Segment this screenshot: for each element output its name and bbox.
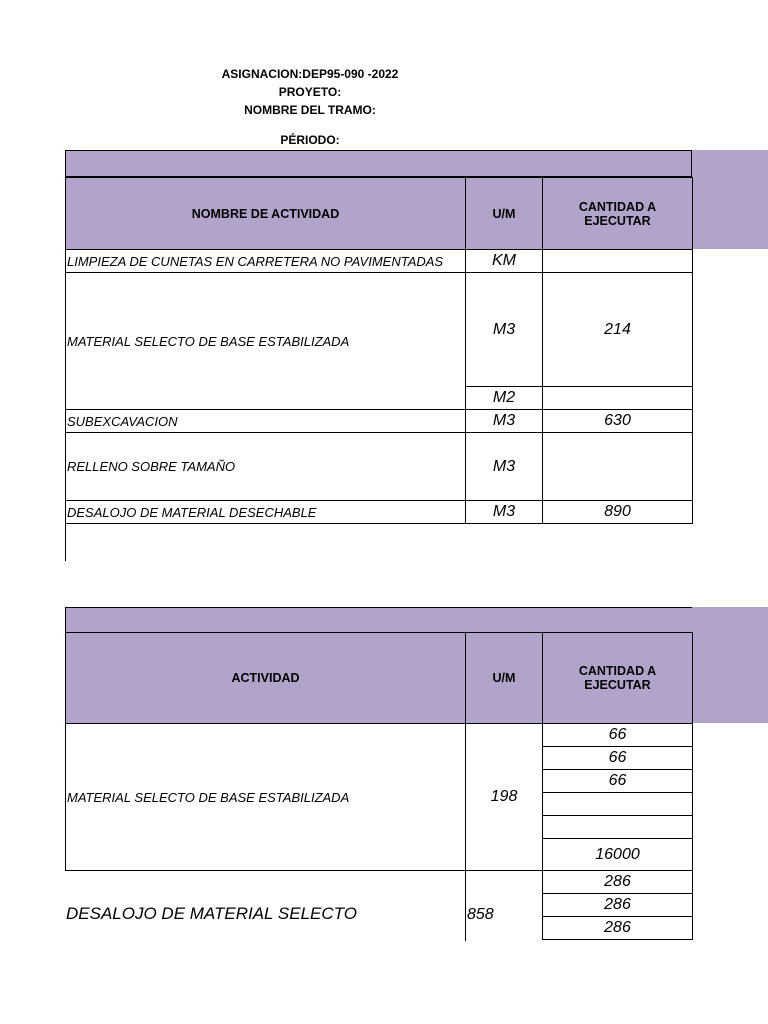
table1-header-unit: U/M [465,177,543,250]
table1-row-activity: MATERIAL SELECTO DE BASE ESTABILIZADA [65,272,466,410]
table2-block2-unit: 858 [467,906,494,923]
table1-row-unit: M3 [465,272,543,387]
table1-row-qty [542,386,693,410]
tramo-label: NOMBRE DEL TRAMO: [244,103,376,117]
table1-row-unit: M2 [465,386,543,410]
table2-qty-cell: 16000 [542,838,693,871]
table1-side-band [692,150,768,249]
table2-header-unit: U/M [465,632,543,724]
periodo-label: PÉRIODO: [280,133,340,147]
table1-row-unit: M3 [465,409,543,433]
table1-left-stub [65,523,66,561]
asignacion-label: ASIGNACION:DEP95-090 -2022 [221,67,399,81]
table2-block-activity: MATERIAL SELECTO DE BASE ESTABILIZADA [65,723,466,871]
table1-row-qty [542,432,693,501]
table1-row-qty: 214 [542,272,693,387]
table1-header-activity: NOMBRE DE ACTIVIDAD [65,177,466,250]
table2-qty-cell: 286 [542,870,693,894]
table1-row-activity: DESALOJO DE MATERIAL DESECHABLE [65,500,466,524]
table1-row-unit: KM [465,249,543,273]
table2-header-qty: CANTIDAD A EJECUTAR [542,632,693,724]
table1-band [65,150,692,177]
table2-header-activity: ACTIVIDAD [65,632,466,724]
table1-row-qty [542,249,693,273]
table2-qty-cell: 66 [542,746,693,770]
table2-qty-cell: 286 [542,916,693,940]
table2-qty-cell: 66 [542,723,693,747]
table1-row-activity: RELLENO SOBRE TAMAÑO [65,432,466,501]
table1-row-qty: 890 [542,500,693,524]
table2-block2-activity: DESALOJO DE MATERIAL SELECTO [66,904,357,923]
table2-side-band [692,607,768,723]
table2-block2-divider [465,871,466,941]
table1-row-unit: M3 [465,432,543,501]
table1-row-activity: LIMPIEZA DE CUNETAS EN CARRETERA NO PAVIMENTADAS [65,249,466,273]
table1-row-activity: SUBEXCAVACION [65,409,466,433]
proyecto-label: PROYETO: [278,85,342,99]
table1-row-unit: M3 [465,500,543,524]
table1-header-qty: CANTIDAD A EJECUTAR [542,177,693,250]
table2-block-unit: 198 [465,723,543,871]
table2-qty-cell: 286 [542,893,693,917]
table2-band [65,607,692,633]
table2-qty-cell: 66 [542,769,693,793]
table2-qty-cell [542,815,693,839]
table2-qty-cell [542,792,693,816]
table1-row-qty: 630 [542,409,693,433]
